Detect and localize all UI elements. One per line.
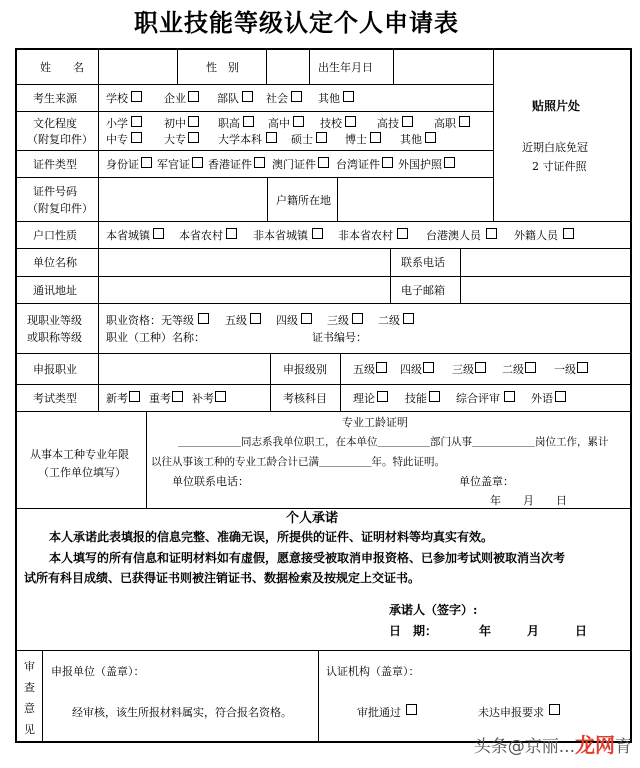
- proof-line-1: ＿＿＿＿＿＿同志系我单位职工，在本单位＿＿＿＿＿部门从事＿＿＿＿＿＿岗位工作，累计: [178, 436, 609, 448]
- checkbox-id[interactable]: [444, 157, 455, 168]
- promise-paragraph-2b: 试所有科目成绩、已获得证书则被注销证书、数据检索及按规定上交证书。: [24, 571, 421, 585]
- proof-unit-seal: 单位盖章：: [459, 475, 514, 488]
- checkbox-id[interactable]: [254, 157, 265, 168]
- exam-opt: 重考: [149, 392, 171, 405]
- checkbox-level-3[interactable]: [352, 313, 363, 324]
- hukou-opt: 本省城镇: [106, 229, 150, 242]
- label-education: 文化程度: [33, 117, 77, 130]
- checkbox-level-2[interactable]: [403, 313, 414, 324]
- checkbox-edu[interactable]: [266, 132, 277, 143]
- checkbox-level-4[interactable]: [301, 313, 312, 324]
- cur-level-opt: 二级: [378, 314, 400, 327]
- watermark-logo: 龙网: [575, 733, 615, 757]
- checkbox-hukou[interactable]: [226, 228, 237, 239]
- subject-opt: 外语: [531, 392, 553, 405]
- checkbox-edu[interactable]: [188, 132, 199, 143]
- promise-paragraph-1: 本人承诺此表填报的信息完整、准确无误，所提供的证件、证明材料等均真实有效。: [49, 530, 494, 544]
- proof-line-2: 以往从事该工种的专业工龄合计已满＿＿＿＿＿年。特此证明。: [151, 456, 445, 468]
- checkbox-exam-makeup[interactable]: [215, 391, 226, 402]
- source-opt-society: 社会: [266, 92, 288, 105]
- label-hukou-place: 户籍所在地: [276, 194, 331, 207]
- label-education-note: （附复印件）: [27, 133, 93, 146]
- checkbox-exam-retake[interactable]: [172, 391, 183, 402]
- label-id-number: 证件号码: [33, 185, 77, 198]
- review-char: 审: [24, 660, 35, 673]
- review-fail-label: 未达申报要求: [478, 706, 544, 719]
- checkbox-apply-level[interactable]: [376, 362, 387, 373]
- edu-opt: 高中: [268, 117, 290, 130]
- checkbox-edu[interactable]: [402, 116, 413, 127]
- id-opt: 台湾证件: [336, 158, 380, 171]
- checkbox-subject-foreign[interactable]: [555, 391, 566, 402]
- label-subject: 考核科目: [283, 392, 327, 405]
- label-email: 电子邮箱: [401, 284, 445, 297]
- label-hukou: 户口性质: [33, 229, 77, 242]
- label-phone: 联系电话: [401, 256, 445, 269]
- checkbox-enterprise[interactable]: [188, 91, 199, 102]
- label-work-years-note: （工作单位填写）: [38, 466, 126, 479]
- id-opt: 军官证: [157, 158, 190, 171]
- review-char: 意: [24, 702, 35, 715]
- hukou-opt: 非本省农村: [338, 229, 393, 242]
- review-char: 见: [24, 723, 35, 736]
- watermark-text: 头条: [473, 737, 508, 757]
- checkbox-edu[interactable]: [131, 132, 142, 143]
- checkbox-hukou[interactable]: [153, 228, 164, 239]
- cur-level-label: 职业资格：无等级: [106, 314, 194, 327]
- checkbox-apply-level[interactable]: [525, 362, 536, 373]
- edu-opt: 其他: [400, 133, 422, 146]
- checkbox-army[interactable]: [242, 91, 253, 102]
- subject-opt: 综合评审: [456, 392, 500, 405]
- label-id-number-note: （附复印件）: [27, 202, 93, 215]
- label-apply-level: 申报级别: [283, 363, 327, 376]
- subject-opt: 理论: [353, 392, 375, 405]
- promise-title: 个人承诺: [286, 511, 339, 526]
- label-address: 通讯地址: [33, 284, 77, 297]
- apply-level-opt: 一级: [554, 363, 576, 376]
- checkbox-apply-level[interactable]: [423, 362, 434, 373]
- label-id-type: 证件类型: [33, 158, 77, 171]
- checkbox-exam-new[interactable]: [129, 391, 140, 402]
- checkbox-id[interactable]: [192, 157, 203, 168]
- checkbox-edu[interactable]: [370, 132, 381, 143]
- edu-opt: 中专: [106, 133, 128, 146]
- label-exam-type: 考试类型: [33, 392, 77, 405]
- checkbox-apply-level[interactable]: [577, 362, 588, 373]
- id-opt: 身份证: [106, 158, 139, 171]
- label-birth: 出生年月日: [318, 61, 373, 74]
- proof-title: 专业工龄证明: [342, 416, 408, 429]
- hukou-opt: 台港澳人员: [426, 229, 481, 242]
- checkbox-school[interactable]: [131, 91, 142, 102]
- apply-level-opt: 二级: [502, 363, 524, 376]
- label-gender: 性 别: [206, 61, 239, 74]
- edu-opt: 技校: [320, 117, 342, 130]
- review-pass-label: 审批通过: [357, 706, 401, 719]
- exam-opt: 新考: [106, 392, 128, 405]
- proof-unit-phone: 单位联系电话：: [172, 475, 249, 488]
- checkbox-hukou[interactable]: [486, 228, 497, 239]
- edu-opt: 硕士: [291, 133, 313, 146]
- watermark: [474, 729, 632, 758]
- cur-level-opt: 五级: [225, 314, 247, 327]
- promise-signature: 承诺人（签字）:: [389, 603, 478, 617]
- hukou-opt: 本省农村: [179, 229, 223, 242]
- apply-level-opt: 四级: [400, 363, 422, 376]
- label-source: 考生来源: [33, 92, 77, 105]
- checkbox-edu[interactable]: [345, 116, 356, 127]
- photo-title: 贴照片处: [532, 99, 581, 113]
- edu-opt: 大学本科: [218, 133, 262, 146]
- review-org-seal: 认证机构（盖章）：: [326, 665, 420, 678]
- checkbox-hukou[interactable]: [312, 228, 323, 239]
- label-name: 姓 名: [40, 61, 84, 74]
- review-unit-seal: 申报单位（盖章）：: [51, 665, 145, 678]
- watermark-text: @京丽...: [507, 737, 575, 757]
- edu-opt: 高技: [377, 117, 399, 130]
- id-opt: 外国护照: [398, 158, 442, 171]
- edu-opt: 小学: [106, 117, 128, 130]
- hukou-opt: 非本省城镇: [253, 229, 308, 242]
- edu-opt: 初中: [164, 117, 186, 130]
- checkbox-edu[interactable]: [131, 116, 142, 127]
- checkbox-subject-skill[interactable]: [429, 391, 440, 402]
- photo-note-2: 2 寸证件照: [532, 160, 587, 173]
- edu-opt: 大专: [164, 133, 186, 146]
- checkbox-id[interactable]: [141, 157, 152, 168]
- subject-opt: 技能: [405, 392, 427, 405]
- apply-level-opt: 三级: [452, 363, 474, 376]
- cur-level-opt: 三级: [327, 314, 349, 327]
- photo-note-1: 近期白底免冠: [522, 141, 588, 154]
- label-current-title: 或职称等级: [27, 331, 82, 344]
- checkbox-subject-review[interactable]: [504, 391, 515, 402]
- watermark-text: 育: [615, 737, 632, 757]
- proof-date: 年 月 日: [490, 494, 567, 507]
- hukou-opt: 外籍人员: [514, 229, 558, 242]
- review-unit-note: 经审核，该生所报材料属实，符合报名资格。: [72, 706, 292, 719]
- cert-no-label: 证书编号：: [312, 331, 367, 344]
- checkbox-id[interactable]: [382, 157, 393, 168]
- cur-level-opt: 四级: [276, 314, 298, 327]
- edu-opt: 博士: [345, 133, 367, 146]
- checkbox-id[interactable]: [318, 157, 329, 168]
- form-title: 职业技能等级认定个人申请表: [134, 9, 459, 37]
- edu-opt: 高职: [434, 117, 456, 130]
- apply-level-opt: 五级: [353, 363, 375, 376]
- job-name-label: 职业（工种）名称：: [106, 331, 205, 344]
- checkbox-edu[interactable]: [316, 132, 327, 143]
- source-opt-other: 其他: [318, 92, 340, 105]
- review-char: 查: [24, 681, 35, 694]
- label-unit: 单位名称: [33, 256, 77, 269]
- source-opt-school: 学校: [106, 92, 128, 105]
- checkbox-apply-level[interactable]: [475, 362, 486, 373]
- checkbox-hukou[interactable]: [397, 228, 408, 239]
- checkbox-review-pass[interactable]: [406, 704, 417, 715]
- checkbox-review-fail[interactable]: [549, 704, 560, 715]
- id-opt: 澳门证件: [272, 158, 316, 171]
- exam-opt: 补考: [192, 392, 214, 405]
- source-opt-army: 部队: [217, 92, 239, 105]
- checkbox-society[interactable]: [291, 91, 302, 102]
- label-work-years: 从事本工种专业年限: [30, 448, 129, 461]
- edu-opt: 职高: [218, 117, 240, 130]
- checkbox-no-level[interactable]: [198, 313, 209, 324]
- checkbox-hukou[interactable]: [563, 228, 574, 239]
- checkbox-source-other[interactable]: [343, 91, 354, 102]
- promise-date: 日 期： 年 月 日: [389, 624, 588, 638]
- checkbox-edu[interactable]: [188, 116, 199, 127]
- checkbox-edu[interactable]: [293, 116, 304, 127]
- label-apply-job: 申报职业: [33, 363, 77, 376]
- label-current-level: 现职业等级: [27, 314, 82, 327]
- checkbox-edu[interactable]: [459, 116, 470, 127]
- id-opt: 香港证件: [208, 158, 252, 171]
- checkbox-edu[interactable]: [425, 132, 436, 143]
- source-opt-enterprise: 企业: [164, 92, 186, 105]
- checkbox-edu[interactable]: [243, 116, 254, 127]
- checkbox-level-5[interactable]: [250, 313, 261, 324]
- checkbox-subject-theory[interactable]: [377, 391, 388, 402]
- promise-paragraph-2a: 本人填写的所有信息和证明材料如有虚假，愿意接受被取消申报资格、已参加考试则被取消当次考: [49, 551, 566, 565]
